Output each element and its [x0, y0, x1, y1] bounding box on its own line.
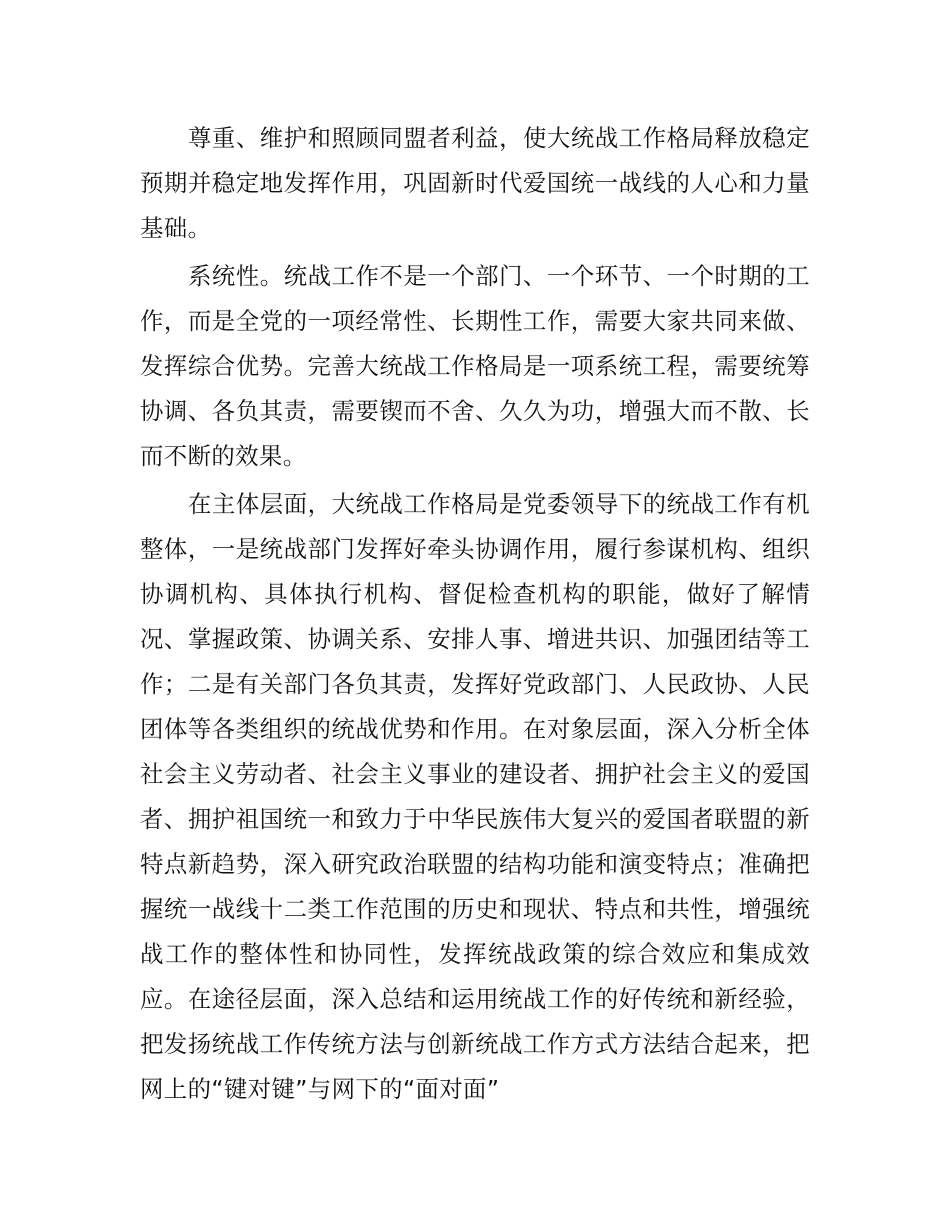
paragraph-subject-object-path-levels: 在主体层面，大统战工作格局是党委领导下的统战工作有机整体，一是统战部门发挥好牵头协调作用，履行参谋机构、组织协调机构、具体执行机构、督促检查机构的职能，做好了解情况、掌握政策、协调关系、安排人事、增进共识、加强团结等工作；二是有关部门各负其责，发挥好党政部门、人民政协、人民团体等各类组织的统战优势和作用。在对象层面，深入分析全体社会主义劳动者、社会主义事业的建设者、拥护社会主义的爱国者、拥护祖国统一和致力于中华民族伟大复兴的爱国者联盟的新特点新趋势，深入研究政治联盟的结构功能和演变特点；准确把握统一战线十二类工作范围的历史和现状、特点和共性，增强统战工作的整体性和协同性，发挥统战政策的综合效应和集成效应。在途径层面，深入总结和运用统战工作的好传统和新经验，把发扬统战工作传统方法与创新统战工作方式方法结合起来，把网上的“键对键”与网下的“面对面” — [140, 490, 810, 1103]
document-page — [140, 116, 810, 1115]
paragraph-allies-interests: 尊重、维护和照顾同盟者利益，使大统战工作格局释放稳定预期并稳定地发挥作用，巩固新时代爱国统一战线的人心和力量基础。 — [140, 124, 810, 242]
paragraph-systematic: 系统性。统战工作不是一个部门、一个环节、一个时期的工作，而是全党的一项经常性、长期性工作，需要大家共同来做、发挥综合优势。完善大统战工作格局是一项系统工程，需要统筹协调、各负其责，需要锲而不舍、久久为功，增强大而不散、长而不断的效果。 — [140, 262, 810, 470]
